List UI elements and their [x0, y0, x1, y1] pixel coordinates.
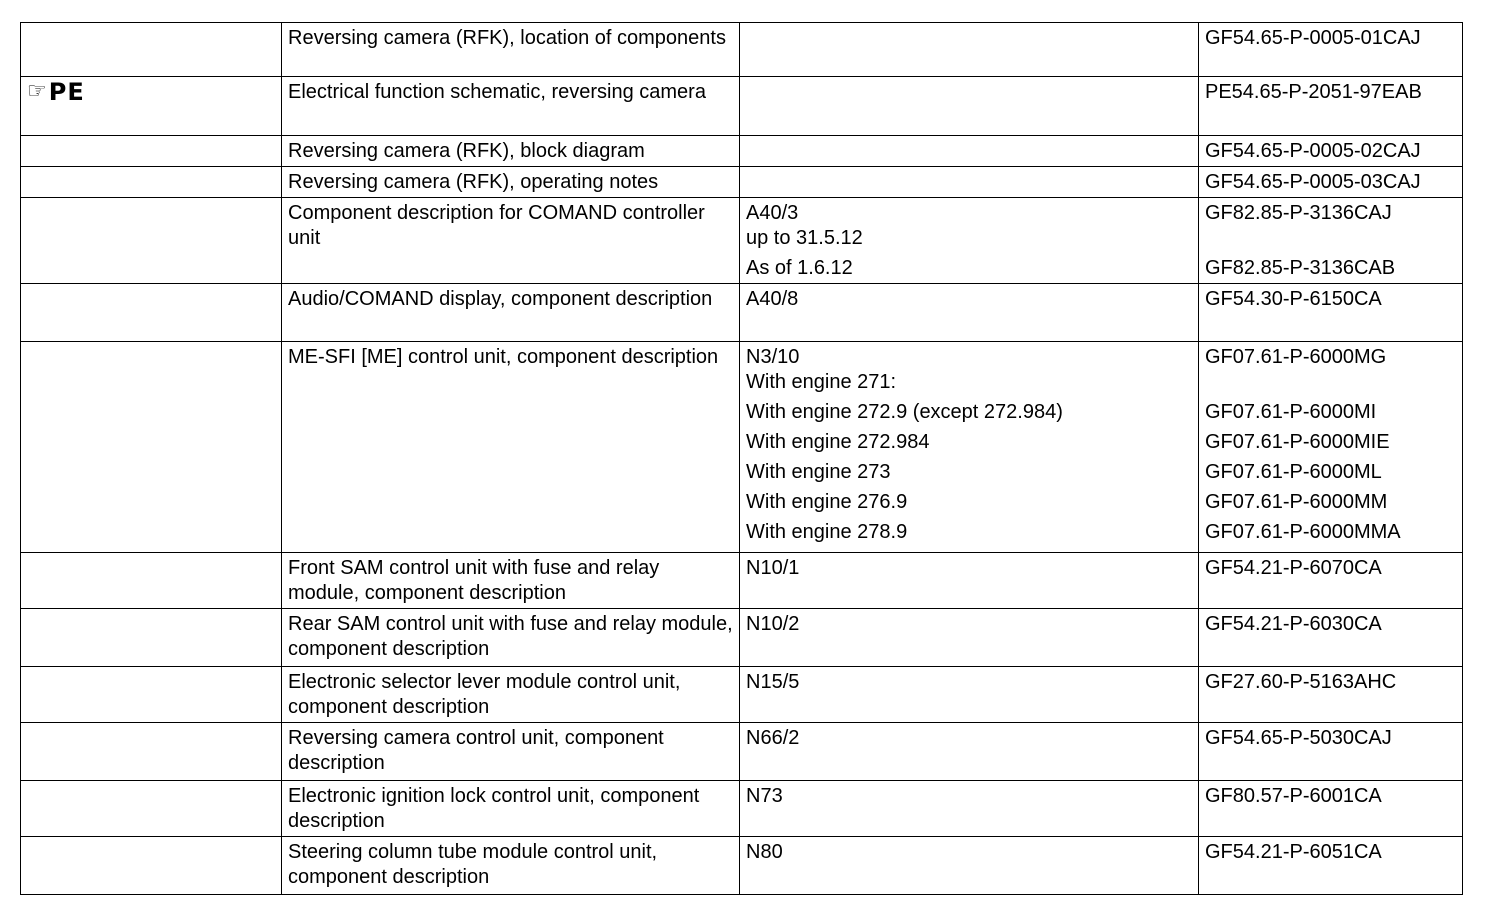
component-code: N73 — [746, 785, 783, 807]
component-variant: With engine 272.984 — [746, 431, 930, 453]
title-cell: Electronic ignition lock control unit, component description — [282, 781, 740, 837]
marker-cell — [21, 667, 282, 723]
title-cell: Reversing camera (RFK), location of components — [282, 23, 740, 77]
document-code-cell — [1199, 167, 1463, 198]
document-code-link[interactable]: GF07.61-P-6000MG — [1205, 346, 1387, 368]
document-code-cell — [1199, 781, 1463, 837]
component-code: A40/8 — [746, 288, 799, 310]
document-code-link[interactable]: GF07.61-P-6000ML — [1205, 461, 1382, 483]
title-cell: Audio/COMAND display, component description — [282, 284, 740, 342]
document-code-link[interactable]: GF54.65-P-5030CAJ — [1205, 727, 1392, 749]
table-row — [21, 553, 1463, 609]
title-cell: Reversing camera control unit, component description — [282, 723, 740, 781]
document-code-link[interactable]: GF54.21-P-6070CA — [1205, 557, 1382, 579]
table-row — [21, 136, 1463, 167]
component-cell — [740, 781, 1199, 837]
component-variant: With engine 271: — [746, 371, 897, 393]
component-variant: With engine 276.9 — [746, 491, 908, 513]
document-code-link[interactable]: GF07.61-P-6000MMA — [1205, 521, 1401, 543]
component-cell — [740, 609, 1199, 667]
document-code-cell — [1199, 136, 1463, 167]
table-row — [21, 23, 1463, 77]
component-variant: With engine 272.9 (except 272.984) — [746, 401, 1063, 423]
marker-cell — [21, 167, 282, 198]
document-code-link[interactable]: GF07.61-P-6000MI — [1205, 401, 1377, 423]
document-code-link[interactable]: GF27.60-P-5163AHC — [1205, 671, 1397, 693]
component-cell — [740, 198, 1199, 284]
component-code: A40/3 — [746, 202, 799, 224]
document-code-cell — [1199, 342, 1463, 553]
document-code-link[interactable]: GF54.21-P-6030CA — [1205, 613, 1382, 635]
document-code-link[interactable]: GF82.85-P-3136CAJ — [1205, 202, 1392, 224]
table-row — [21, 609, 1463, 667]
title-cell: Electrical function schematic, reversing camera — [282, 77, 740, 136]
title-cell: Component description for COMAND controller unit — [282, 198, 740, 284]
table-row — [21, 837, 1463, 895]
document-code-link[interactable]: GF54.30-P-6150CA — [1205, 288, 1382, 310]
marker-cell — [21, 342, 282, 553]
component-variant: As of 1.6.12 — [746, 257, 853, 279]
pointing-hand-icon: ☞ — [27, 79, 47, 104]
marker-cell — [21, 198, 282, 284]
document-code-cell — [1199, 723, 1463, 781]
marker-cell — [21, 837, 282, 895]
marker-cell — [21, 284, 282, 342]
marker-cell — [21, 77, 282, 136]
title-cell: Rear SAM control unit with fuse and relay module, component description — [282, 609, 740, 667]
document-code-cell — [1199, 553, 1463, 609]
component-cell — [740, 77, 1199, 136]
document-code-link[interactable]: GF54.65-P-0005-02CAJ — [1205, 140, 1421, 162]
title-cell: ME-SFI [ME] control unit, component description — [282, 342, 740, 553]
table-row — [21, 667, 1463, 723]
component-code: N3/10 — [746, 346, 800, 368]
document-code-link[interactable]: PE54.65-P-2051-97EAB — [1205, 81, 1422, 103]
document-code-link[interactable]: GF54.65-P-0005-03CAJ — [1205, 171, 1421, 193]
table-row — [21, 198, 1463, 284]
component-cell — [740, 553, 1199, 609]
table-row — [21, 284, 1463, 342]
pe-marker-label: PE — [48, 78, 85, 106]
marker-cell — [21, 136, 282, 167]
document-code-cell — [1199, 284, 1463, 342]
document-code-cell — [1199, 837, 1463, 895]
title-cell: Reversing camera (RFK), block diagram — [282, 136, 740, 167]
component-variant: up to 31.5.12 — [746, 227, 863, 249]
component-cell — [740, 284, 1199, 342]
document-code-cell — [1199, 77, 1463, 136]
component-cell — [740, 23, 1199, 77]
component-variant: With engine 278.9 — [746, 521, 908, 543]
component-code: N10/1 — [746, 557, 800, 579]
component-cell — [740, 667, 1199, 723]
component-cell — [740, 342, 1199, 553]
marker-cell — [21, 553, 282, 609]
pe-marker[interactable] — [27, 80, 275, 104]
component-cell — [740, 837, 1199, 895]
document-code-cell — [1199, 198, 1463, 284]
marker-cell — [21, 23, 282, 77]
component-code: N80 — [746, 841, 783, 863]
reference-table — [20, 22, 1463, 895]
document-code-link[interactable]: GF54.65-P-0005-01CAJ — [1205, 27, 1421, 49]
title-cell: Reversing camera (RFK), operating notes — [282, 167, 740, 198]
table-row — [21, 167, 1463, 198]
component-variant: With engine 273 — [746, 461, 891, 483]
document-code-link[interactable]: GF54.21-P-6051CA — [1205, 841, 1382, 863]
component-cell — [740, 136, 1199, 167]
marker-cell — [21, 609, 282, 667]
component-cell — [740, 167, 1199, 198]
marker-cell — [21, 723, 282, 781]
title-cell: Front SAM control unit with fuse and relay module, component description — [282, 553, 740, 609]
document-code-link[interactable]: GF82.85-P-3136CAB — [1205, 257, 1396, 279]
component-cell — [740, 723, 1199, 781]
document-code-cell — [1199, 23, 1463, 77]
document-code-link[interactable]: GF80.57-P-6001CA — [1205, 785, 1382, 807]
title-cell: Electronic selector lever module control unit, component description — [282, 667, 740, 723]
document-code-cell — [1199, 609, 1463, 667]
component-code: N15/5 — [746, 671, 800, 693]
component-code: N66/2 — [746, 727, 800, 749]
table-row — [21, 342, 1463, 553]
marker-cell — [21, 781, 282, 837]
document-code-cell — [1199, 667, 1463, 723]
component-code: N10/2 — [746, 613, 800, 635]
document-code-link[interactable]: GF07.61-P-6000MM — [1205, 491, 1388, 513]
title-cell: Steering column tube module control unit, component description — [282, 837, 740, 895]
table-row — [21, 781, 1463, 837]
document-code-link[interactable]: GF07.61-P-6000MIE — [1205, 431, 1390, 453]
table-row — [21, 77, 1463, 136]
table-row — [21, 723, 1463, 781]
